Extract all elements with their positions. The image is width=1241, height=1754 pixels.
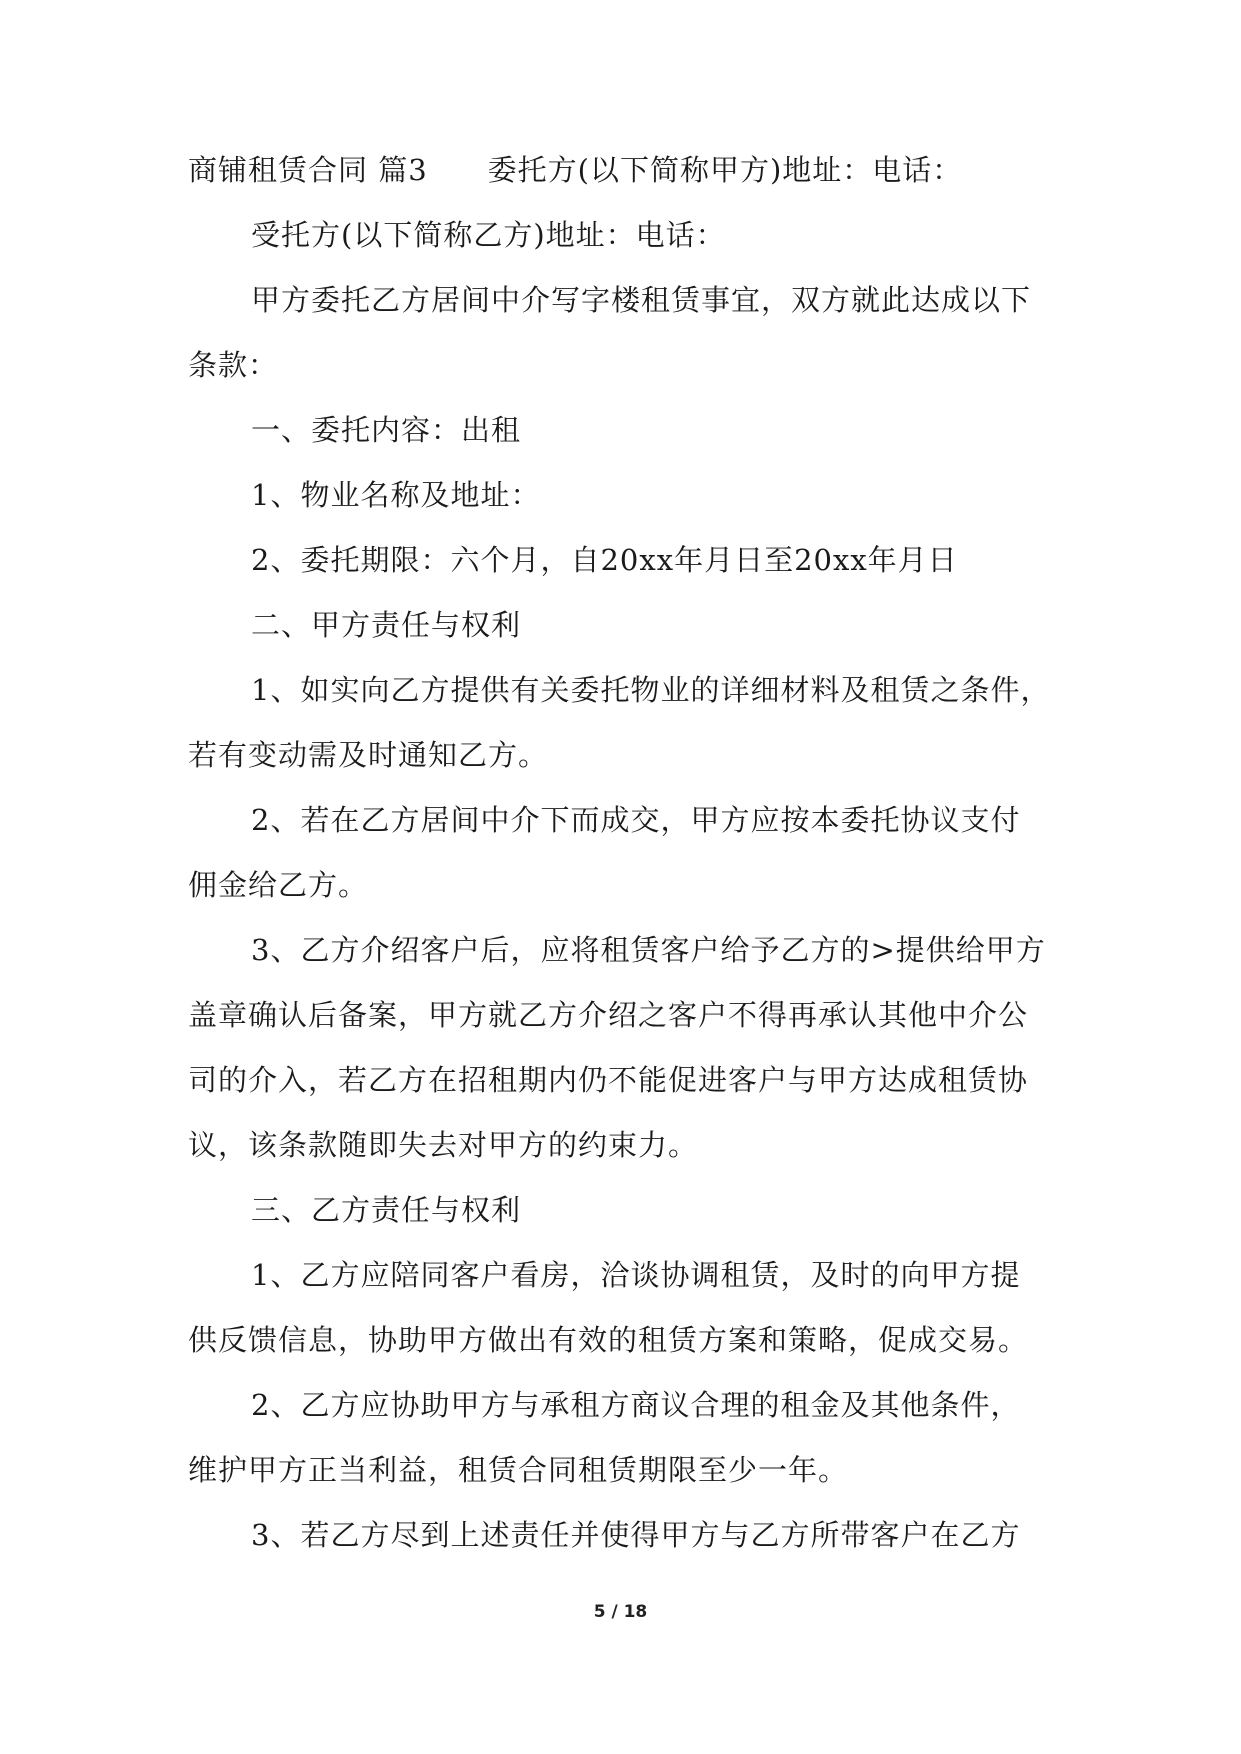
page-number: 5 / 18 [593,1602,648,1622]
text-line: 1、如实向乙方提供有关委托物业的详细材料及租赁之条件， [251,673,1051,707]
text-line: 3、若乙方尽到上述责任并使得甲方与乙方所带客户在乙方 [251,1518,1021,1552]
text-line: 盖章确认后备案，甲方就乙方介绍之客户不得再承认其他中介公 [188,998,1029,1032]
text-line: 2、若在乙方居间中介下而成交，甲方应按本委托协议支付 [251,803,1021,837]
text-line: 一、委托内容：出租 [251,413,522,447]
text-line: 若有变动需及时通知乙方。 [188,738,549,772]
text-line: 议，该条款随即失去对甲方的约束力。 [188,1128,699,1162]
text-span: 委托方(以下简称甲方)地址：电话： [487,153,963,187]
text-line: 2、乙方应协助甲方与承租方商议合理的租金及其他条件， [251,1388,1021,1422]
text-line: 1、乙方应陪同客户看房，洽谈协调租赁，及时的向甲方提 [251,1258,1021,1292]
document-body [188,152,1068,1582]
text-line: 受托方(以下简称乙方)地址：电话： [251,218,726,252]
text-line: 1、物业名称及地址： [251,478,541,512]
text-line: 维护甲方正当利益，租赁合同租赁期限至少一年。 [188,1453,849,1487]
text-line: 3、乙方介绍客户后，应将租赁客户给予乙方的>提供给甲方 [251,933,1046,967]
text-line: 甲方委托乙方居间中介写字楼租赁事宜，双方就此达成以下 [251,283,1032,317]
section-heading: 商铺租赁合同 篇3 [188,153,428,187]
text-line: 供反馈信息，协助甲方做出有效的租赁方案和策略，促成交易。 [188,1323,1029,1357]
text-line: 三、乙方责任与权利 [251,1193,522,1227]
text-line: 二、甲方责任与权利 [251,608,522,642]
text-line: 佣金给乙方。 [188,868,369,902]
text-line: 条款： [188,348,279,382]
text-line: 司的介入，若乙方在招租期内仍不能促进客户与甲方达成租赁协 [188,1063,1029,1097]
text-line [188,152,1068,189]
text-line: 2、委托期限：六个月，自20xx年月日至20xx年月日 [251,543,958,577]
